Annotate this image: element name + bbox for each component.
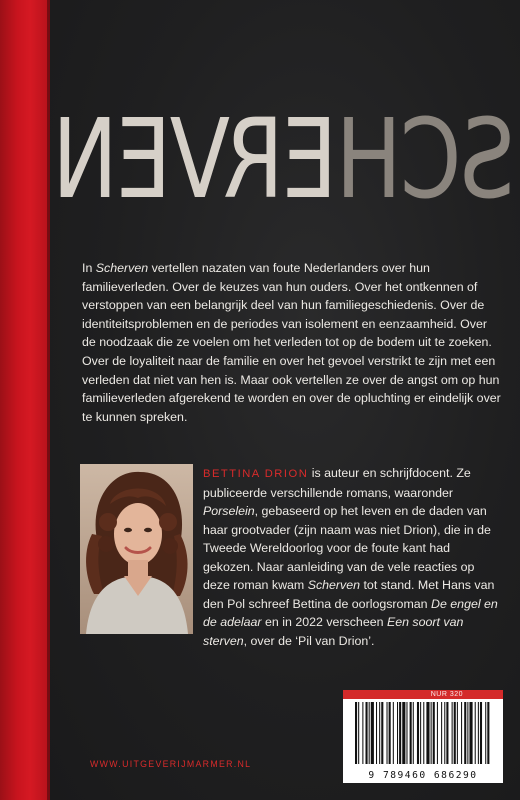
bio-text-2: , gebaseerd op het leven en de daden van haar grootvader (zijn naam was niet Drion), die in de Tweede Wereldoorlog voor de foute kant had gekozen. Naar aanleiding van de vele reacties op deze roman kwam [203,504,491,592]
bio-text-3: tot stand. Met Hans van den Pol schreef Bettina de oorlogsroman [203,578,495,611]
blurb-text-body: vertellen nazaten van foute Nederlanders over hun familieverleden. Over de keuzes van hun ouders. Over het ontkennen of verstoppen van een belangrijk deel van hun familiegeschiedenis. Over de identiteitsproblemen en de periodes van isolement en eenzaamheid. Over de noodzaak die ze voelen om het verleden tot op de bodem uit te zoeken. Over de loyaliteit naar de familie en over het gevoel verstrikt te zijn met een verleden dat niet van hen is. Maar ook vertellen ze over de angst om op hun familieverleden afgerekend te worden en over de opluchting er eindelijk over te kunnen spreken. [82,261,501,424]
blurb-book-title: Scherven [95,261,149,275]
bio-text-5: , over de ‘Pil van Drion’. [243,633,375,648]
red-spine [0,0,50,800]
nur-code: NUR 320 [430,691,463,698]
title-part-sch: SCH [337,96,516,224]
isbn-number: 9 789460 686290 [368,770,478,781]
bio-text-4: en in 2022 verscheen [261,615,387,629]
bio-book-porselein: Porselein [203,504,255,518]
nur-stripe [343,690,503,699]
bio-book-scherven: Scherven [307,578,361,592]
barcode-label [343,690,503,783]
author-bio [203,464,503,650]
book-title [50,96,520,224]
bio-book-sterven: Een soort van sterven [203,615,464,648]
mirrored-title-text [54,96,516,224]
blurb-text-start: In [82,261,96,275]
author-portrait-icon [80,464,193,634]
back-cover-blurb [82,259,502,426]
bio-text-1: is auteur en schrijfdocent. Ze publiceerde verschillende romans, waaronder [203,466,471,500]
author-photo [80,464,193,634]
author-name: BETTINA DRION [203,468,309,480]
title-part-erven: ERVEN [54,96,338,224]
publisher-url[interactable]: WWW.UITGEVERIJMARMER.NL [90,759,252,769]
barcode-icon [351,702,495,768]
bio-book-engel: De engel en de adelaar [203,596,498,629]
